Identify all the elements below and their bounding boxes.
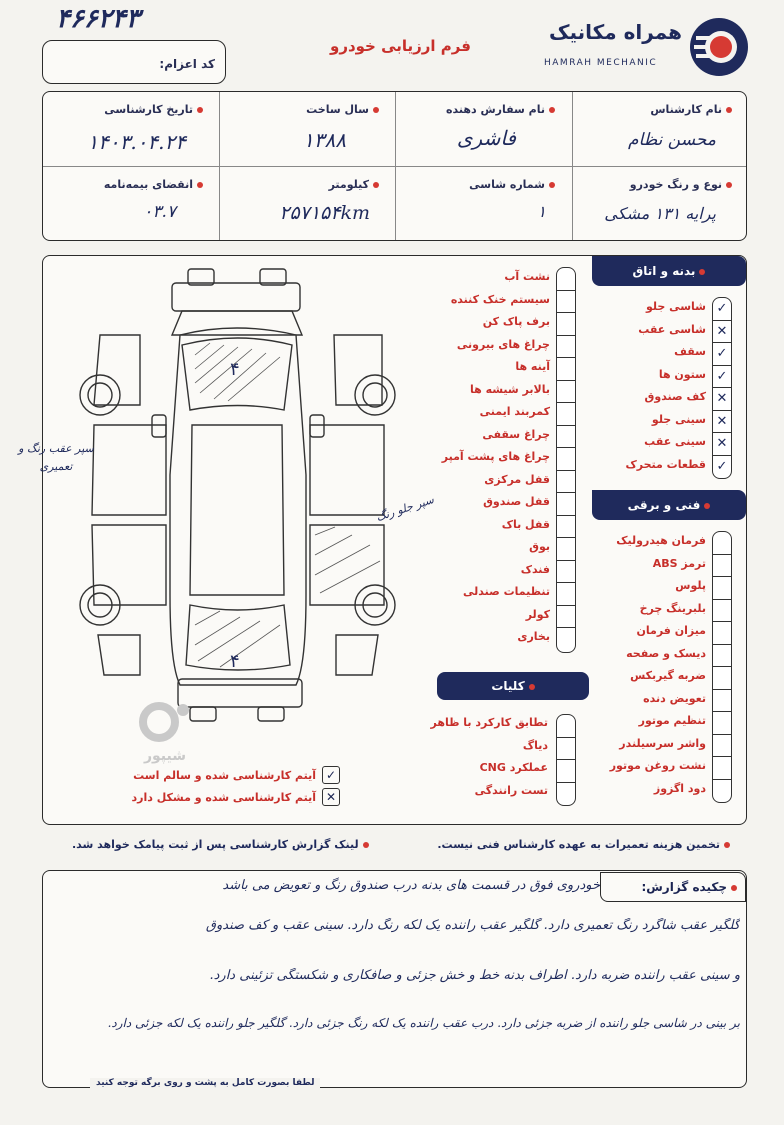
tech-item: ضربه گیربکس — [630, 669, 706, 682]
middle-item: چراغ های بیرونی — [456, 337, 550, 351]
body-section-header: بدنه و اتاق — [592, 256, 746, 286]
tech-checkbox[interactable] — [713, 712, 731, 735]
body-item: سینی عقب — [644, 435, 706, 448]
tech-checkbox[interactable] — [713, 645, 731, 668]
body-item: کف صندوق — [644, 390, 706, 403]
brand-latin: HAMRAH MECHANIC — [544, 58, 658, 68]
body-checkbox[interactable]: ✓ — [713, 298, 731, 321]
middle-checkbox[interactable] — [557, 336, 575, 359]
form-title: فرم ارزیابی خودرو — [330, 37, 471, 55]
middle-item: بخاری — [517, 630, 550, 643]
form-number: ۴۶۶۲۴۳ — [56, 4, 140, 34]
tech-checkbox[interactable] — [713, 667, 731, 690]
tech-section-header: فنی و برقی — [592, 490, 746, 520]
tech-check-column — [712, 531, 732, 803]
middle-checkbox[interactable] — [557, 606, 575, 629]
tech-checkbox[interactable] — [713, 555, 731, 578]
middle-checkbox[interactable] — [557, 448, 575, 471]
brand-emblem-icon — [688, 16, 750, 78]
svg-text:۴: ۴ — [230, 651, 240, 672]
tech-item: تعویض دنده — [643, 691, 706, 705]
body-item: شاسی عقب — [638, 322, 706, 336]
middle-checkbox[interactable] — [557, 628, 575, 651]
diagram-left-note: سپر عقب رنگ و تعمیری — [18, 442, 94, 473]
middle-checkbox[interactable] — [557, 471, 575, 494]
middle-item: کولر — [525, 607, 550, 621]
dispatch-code-label: کد اعزام: — [159, 57, 215, 71]
general-checkbox[interactable] — [557, 715, 575, 738]
middle-checkbox[interactable] — [557, 403, 575, 426]
middle-item: آینه ها — [515, 360, 550, 373]
watermark: شیپور — [130, 700, 200, 764]
chassis-label: شماره شاسی — [469, 178, 555, 191]
legend-cross-text: آیتم کارشناسی شده و مشکل دارد — [131, 790, 316, 804]
body-checkbox[interactable]: ✕ — [713, 321, 731, 344]
customer-name-value: فاشری — [456, 126, 516, 150]
body-item: سقف — [674, 345, 706, 358]
body-item: قطعات متحرک — [625, 457, 706, 471]
middle-item: قفل باک — [501, 517, 550, 531]
middle-checkbox[interactable] — [557, 381, 575, 404]
insurance-label: انقضای بیمه‌نامه — [104, 178, 203, 191]
body-check-column — [712, 297, 732, 479]
car-diagram — [70, 265, 410, 745]
car-type-value: پرایه ۱۳۱ مشکی — [604, 204, 716, 223]
brand-logo — [540, 14, 750, 80]
inspection-date-label: تاریخ کارشناسی — [104, 103, 203, 116]
body-item: شاسی جلو — [645, 300, 706, 313]
legend-check-text: آیتم کارشناسی شده و سالم است — [133, 768, 316, 782]
middle-checkbox[interactable] — [557, 493, 575, 516]
summary-line-1: خودروی فوق در قسمت های بدنه درب صندوق رنگ و تعویض می باشد — [222, 878, 600, 893]
middle-item: نشت آب — [504, 270, 550, 283]
tech-item: فرمان هیدرولیک — [616, 534, 706, 547]
general-checkbox[interactable] — [557, 738, 575, 761]
tech-item: دیسک و صفحه — [626, 646, 706, 660]
general-checkbox[interactable] — [557, 760, 575, 783]
body-checkbox[interactable]: ✓ — [716, 458, 728, 474]
middle-item: قفل صندوق — [483, 495, 550, 508]
tech-checkbox[interactable] — [713, 600, 731, 623]
general-item: عملکرد CNG — [479, 761, 548, 774]
middle-checkbox[interactable] — [557, 358, 575, 381]
middle-item: کمربند ایمنی — [479, 405, 550, 418]
inspection-date-value: ۱۴۰۳.۰۴.۲۴ — [87, 130, 186, 154]
middle-checkbox[interactable] — [557, 426, 575, 449]
cost-notice: تخمین هزینه تعمیرات به عهده کارشناس فنی نیست. — [437, 838, 730, 851]
general-checkbox[interactable] — [557, 783, 575, 806]
km-label: کیلومتر — [329, 178, 379, 191]
general-item: دیاگ — [522, 738, 548, 752]
middle-checkbox[interactable] — [557, 268, 575, 291]
general-checklist — [430, 712, 548, 802]
body-checklist — [596, 296, 706, 476]
summary-line-2: گلگیر عقب شاگرد رنگ تعمیری دارد. گلگیر عقب راننده یک لکه رنگ دارد. سینی عقب و کف صندوق — [205, 918, 740, 933]
legend — [90, 764, 340, 808]
middle-item: برف پاک کن — [482, 315, 550, 328]
tech-item: میزان فرمان — [636, 624, 706, 637]
middle-item: چراغ های پشت آمپر — [441, 450, 550, 463]
middle-checkbox[interactable] — [557, 583, 575, 606]
body-checkbox[interactable]: ✕ — [713, 433, 731, 456]
tech-item: نشت روغن موتور — [609, 759, 706, 772]
tech-checkbox[interactable] — [713, 577, 731, 600]
tech-item: پلوس — [675, 579, 706, 592]
middle-checkbox[interactable] — [557, 516, 575, 539]
tech-item: بلبرینگ چرخ — [639, 601, 706, 615]
tech-checkbox[interactable] — [713, 622, 731, 645]
insurance-value: ۰۳.۷ — [143, 202, 176, 222]
middle-checkbox[interactable] — [557, 291, 575, 314]
middle-checklist — [430, 266, 550, 649]
body-checkbox[interactable]: ✓ — [713, 343, 731, 366]
build-year-label: سال ساخت — [306, 103, 379, 116]
tech-checkbox[interactable] — [713, 735, 731, 758]
middle-item: سیستم خنک کننده — [450, 292, 550, 306]
watermark-logo-icon — [137, 700, 193, 744]
dispatch-code-box — [42, 40, 226, 84]
middle-checkbox[interactable] — [557, 561, 575, 584]
general-section-header: کلیات — [437, 672, 589, 700]
general-item: تست رانندگی — [474, 783, 548, 797]
tech-item: دود اگزوز — [653, 781, 706, 795]
expert-name-label: نام کارشناس — [650, 103, 732, 116]
tech-item: ترمز ABS — [652, 556, 706, 570]
general-item: تطابق کارکرد با ظاهر — [430, 716, 548, 729]
customer-name-label: نام سفارش دهنده — [446, 103, 555, 116]
middle-checkbox[interactable] — [557, 538, 575, 561]
middle-item: فندک — [520, 562, 550, 576]
expert-name-value: محسن نظام — [628, 130, 716, 150]
car-type-label: نوع و رنگ خودرو — [630, 178, 732, 191]
tech-checklist — [596, 530, 706, 800]
middle-item: بالابر شیشه ها — [469, 382, 550, 396]
body-item: ستون ها — [658, 367, 706, 381]
summary-label: چکیده گزارش: — [600, 872, 746, 902]
info-grid — [42, 91, 747, 241]
tech-item: واشر سرسیلندر — [619, 736, 706, 750]
summary-footer: لطفا بصورت کامل به پشت و روی برگه توجه کنید — [90, 1078, 320, 1088]
middle-item: قفل مرکزی — [484, 472, 550, 486]
tech-checkbox[interactable] — [713, 780, 731, 803]
legend-check-icon: ✓ — [322, 766, 340, 784]
diagram-right-note: سپر جلو رنگ — [374, 493, 436, 524]
legend-cross-icon: ✕ — [322, 788, 340, 806]
brand-name: همراه مکانیک — [548, 20, 682, 44]
middle-item: تنظیمات صندلی — [463, 585, 550, 598]
build-year-value: ۱۳۸۸ — [303, 128, 346, 152]
tech-checkbox[interactable] — [713, 532, 731, 555]
body-checkbox[interactable]: ✓ — [713, 366, 731, 389]
middle-check-column — [556, 267, 576, 653]
middle-item: چراغ سقفی — [482, 427, 550, 441]
body-checkbox[interactable]: ✕ — [713, 388, 731, 411]
summary-line-3: و سینی عقب راننده ضربه دارد. اطراف بدنه خط و خش جزئی و صافکاری و شکستگی تزئینی دارد. — [209, 968, 740, 983]
general-check-column — [556, 714, 576, 806]
chassis-value: ۱ — [537, 202, 546, 221]
body-checkbox[interactable]: ✕ — [713, 411, 731, 434]
tech-checkbox[interactable] — [713, 757, 731, 780]
km-value: ۲۵۷۱۵۴km — [279, 202, 370, 224]
summary-line-4: بر بینی در شاسی جلو راننده از ضربه جزئی دارد. درب عقب راننده یک لکه رنگ جزئی دارد. گلگیر جلو راننده یک لکه جزئی دارد. — [107, 1016, 740, 1030]
tech-item: تنظیم موتور — [638, 714, 706, 727]
middle-item: بوق — [529, 540, 550, 553]
svg-text:۴: ۴ — [230, 359, 240, 380]
sms-notice: لینک گزارش کارشناسی پس از ثبت پیامک خواهد شد. — [72, 838, 369, 851]
body-item: سینی جلو — [651, 412, 706, 426]
tech-checkbox[interactable] — [713, 690, 731, 713]
middle-checkbox[interactable] — [557, 313, 575, 336]
